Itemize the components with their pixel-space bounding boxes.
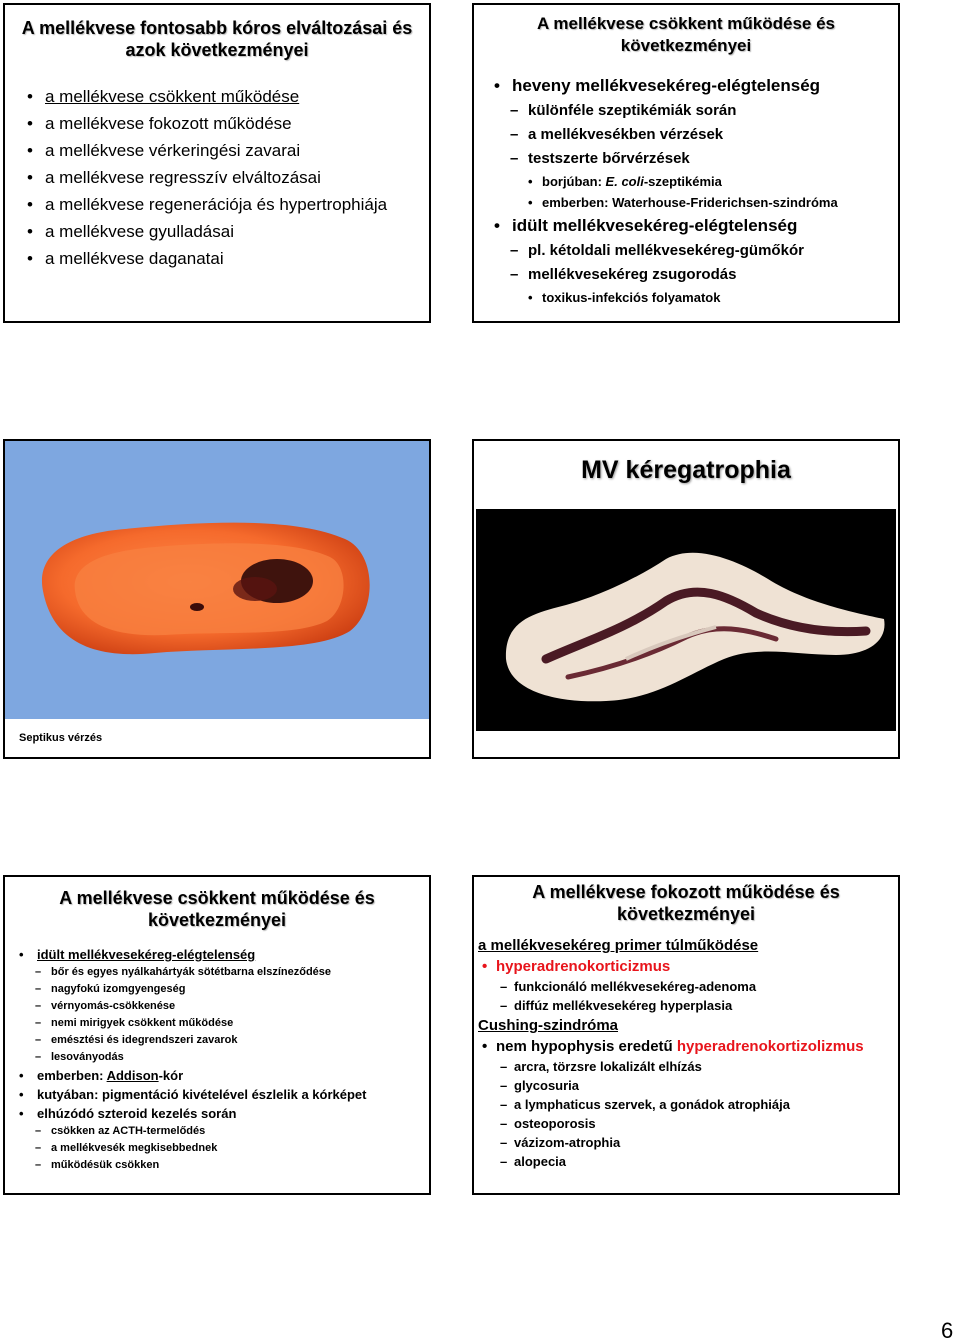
list-item: – a lymphaticus szervek, a gonádok atrophiája bbox=[478, 1095, 898, 1114]
list-item: – arcra, törzsre lokalizált elhízás bbox=[478, 1057, 898, 1076]
slide-septic-hemorrhage-photo bbox=[3, 439, 431, 759]
list-item: – működésük csökken bbox=[15, 1157, 423, 1174]
list-item: – nagyfokú izomgyengeség bbox=[15, 981, 423, 998]
list-item: – emésztési és idegrendszeri zavarok bbox=[15, 1032, 423, 1049]
slide-title: A mellékvese fokozott működése és következményei bbox=[532, 882, 840, 924]
list-item-text: -szeptikémia bbox=[643, 174, 722, 189]
content-list bbox=[15, 945, 423, 1174]
list-item: • idült mellékvesekéreg-elégtelenség bbox=[15, 945, 423, 964]
list-item: • a mellékvese fokozott működése bbox=[23, 110, 417, 137]
page-number: 6 bbox=[941, 1318, 954, 1343]
list-item: – különféle szeptikémiák során bbox=[490, 99, 894, 123]
list-item: – a mellékvesék megkisebbednek bbox=[15, 1140, 423, 1157]
list-item-text: nem hypophysis eredetű bbox=[496, 1038, 677, 1055]
list-item-highlight: hyperadrenokortizolizmus bbox=[676, 1038, 864, 1055]
list-item: • a mellékvese vérkeringési zavarai bbox=[23, 137, 417, 164]
list-heading: Cushing-szindróma bbox=[478, 1017, 619, 1034]
list-heading: a mellékvesekéreg primer túlműködése bbox=[478, 937, 759, 954]
list-item: – alopecia bbox=[478, 1152, 898, 1171]
photo-frame bbox=[476, 509, 896, 731]
list-item: – pl. kétoldali mellékvesekéreg-gümőkór bbox=[490, 239, 894, 263]
list-item: – testszerte bőrvérzések bbox=[490, 147, 894, 171]
list-item bbox=[478, 1036, 898, 1057]
list-item bbox=[15, 1066, 423, 1085]
adrenal-section-photo bbox=[5, 441, 429, 721]
list-item-italic: E. coli bbox=[605, 174, 644, 189]
list-item: – bőr és egyes nyálkahártyák sötétbarna elszíneződése bbox=[15, 964, 423, 981]
list-item: • idült mellékvesekéreg-elégtelenség bbox=[490, 213, 894, 239]
slide-title: A mellékvese fontosabb kóros elváltozásai és azok következményei bbox=[21, 18, 413, 60]
list-item: • a mellékvese regresszív elváltozásai bbox=[23, 164, 417, 191]
list-item: – diffúz mellékvesekéreg hyperplasia bbox=[478, 996, 898, 1015]
slide-title: A mellékvese csökkent működése és következményei bbox=[537, 14, 835, 55]
slide-overview bbox=[3, 3, 431, 323]
slide-title: MV kéregatrophia bbox=[581, 456, 791, 484]
hemorrhage-spot bbox=[190, 603, 204, 611]
list-item: • toxikus-infekciós folyamatok bbox=[490, 287, 894, 308]
slide-cortical-atrophy bbox=[472, 439, 900, 759]
list-item: – vázizom-atrophia bbox=[478, 1133, 898, 1152]
list-item[interactable]: • a mellékvese csökkent működése bbox=[23, 83, 417, 110]
list-item: • elhúzódó szteroid kezelés során bbox=[15, 1104, 423, 1123]
list-item: – osteoporosis bbox=[478, 1114, 898, 1133]
slide-decreased-function-chronic bbox=[3, 875, 431, 1195]
content-list bbox=[478, 935, 898, 1171]
topic-list bbox=[23, 83, 417, 272]
list-item: • a mellékvese gyulladásai bbox=[23, 218, 417, 245]
list-item: • kutyában: pigmentáció kivételével észlelik a kórképet bbox=[15, 1085, 423, 1104]
list-item-text: emberben: bbox=[37, 1068, 107, 1083]
addison-link[interactable]: Addison bbox=[106, 1068, 159, 1083]
list-item: • a mellékvese regenerációja és hypertrophiája bbox=[23, 191, 417, 218]
list-item-text: -kór bbox=[158, 1068, 184, 1083]
list-item: – vérnyomás-csökkenése bbox=[15, 998, 423, 1015]
list-item: – funkcionáló mellékvesekéreg-adenoma bbox=[478, 977, 898, 996]
slide-title: A mellékvese csökkent működése és következményei bbox=[59, 888, 375, 930]
list-item: – nemi mirigyek csökkent működése bbox=[15, 1015, 423, 1032]
hemorrhage-spot bbox=[233, 577, 277, 601]
slide-decreased-function bbox=[472, 3, 900, 323]
list-item: – a mellékvesékben vérzések bbox=[490, 123, 894, 147]
slide-increased-function bbox=[472, 875, 900, 1195]
content-list bbox=[490, 73, 894, 308]
list-item-text: borjúban: bbox=[542, 174, 606, 189]
list-item: – mellékvesekéreg zsugorodás bbox=[490, 263, 894, 287]
list-item bbox=[490, 171, 894, 192]
list-item: – csökken az ACTH-termelődés bbox=[15, 1123, 423, 1140]
photo-caption: Septikus vérzés bbox=[5, 719, 429, 757]
list-item: – lesoványodás bbox=[15, 1049, 423, 1066]
list-item: – glycosuria bbox=[478, 1076, 898, 1095]
atrophy-section-photo bbox=[476, 509, 900, 731]
list-item: • heveny mellékvesekéreg-elégtelenség bbox=[490, 73, 894, 99]
list-item: • emberben: Waterhouse-Friderichsen-szindróma bbox=[490, 192, 894, 213]
list-item: • a mellékvese daganatai bbox=[23, 245, 417, 272]
list-item: • hyperadrenokorticizmus bbox=[478, 956, 898, 977]
